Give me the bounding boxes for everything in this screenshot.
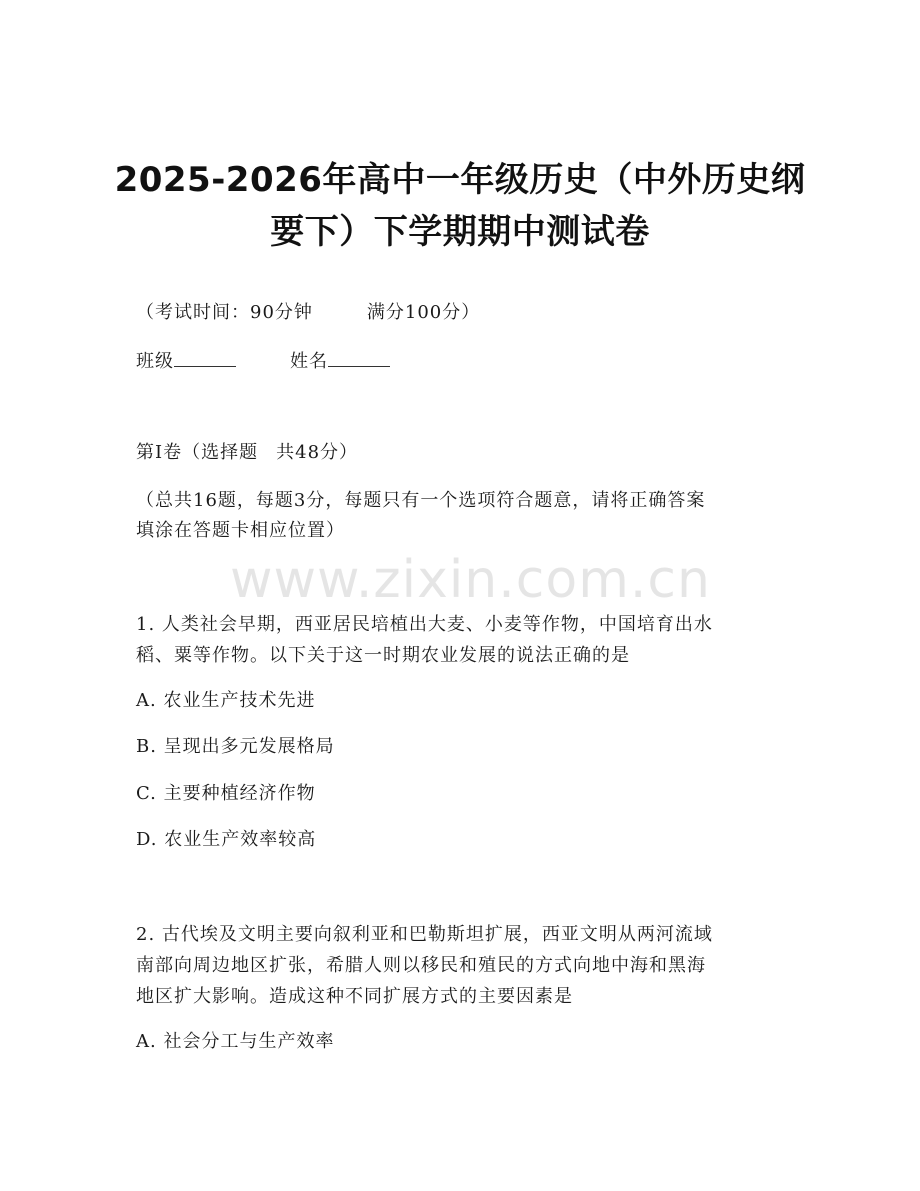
section-instructions-line-1: （总共16题，每题3分，每题只有一个选项符合题意，请将正确答案: [136, 490, 706, 511]
exam-time: （考试时间：90分钟: [136, 302, 313, 323]
exam-info: [136, 298, 796, 328]
name-blank[interactable]: [328, 348, 390, 367]
question-1-option-d[interactable]: D. 农业生产效率较高: [136, 829, 317, 850]
section-instructions-line-2: 填涂在答题卡相应位置）: [136, 520, 345, 541]
question-1-stem-line-2: 稻、粟等作物。以下关于这一时期农业发展的说法正确的是: [136, 645, 630, 666]
student-fields: [136, 347, 796, 377]
exam-title-line-2: 要下）下学期期中测试卷: [270, 212, 650, 252]
name-label: 姓名: [290, 351, 328, 372]
exam-title-line-1: 2025-2026年高中一年级历史（中外历史纲: [114, 160, 806, 200]
site-watermark: www.zixin.com.cn: [230, 550, 711, 610]
class-label: 班级: [136, 351, 174, 372]
section-heading: [136, 438, 796, 468]
exam-full-score: 满分100分）: [366, 302, 481, 323]
question-1-option-a[interactable]: A. 农业生产技术先进: [136, 690, 316, 711]
question-2-option-a[interactable]: A. 社会分工与生产效率: [136, 1031, 335, 1052]
class-blank[interactable]: [174, 348, 236, 367]
question-1-option-c[interactable]: C. 主要种植经济作物: [136, 783, 316, 804]
question-1-option-b[interactable]: B. 呈现出多元发展格局: [136, 736, 335, 757]
question-2-stem-line-2: 南部向周边地区扩张，希腊人则以移民和殖民的方式向地中海和黑海: [136, 955, 706, 976]
question-2-stem-line-3: 地区扩大影响。造成这种不同扩展方式的主要因素是: [136, 986, 573, 1007]
question-1-stem-line-1: 1. 人类社会早期，西亚居民培植出大麦、小麦等作物，中国培育出水: [136, 614, 713, 635]
question-2-stem-line-1: 2. 古代埃及文明主要向叙利亚和巴勒斯坦扩展，西亚文明从两河流域: [136, 924, 713, 945]
section-heading-part-b: 共48分）: [276, 442, 359, 463]
section-heading-part-a: 第Ⅰ卷（选择题: [136, 442, 259, 463]
